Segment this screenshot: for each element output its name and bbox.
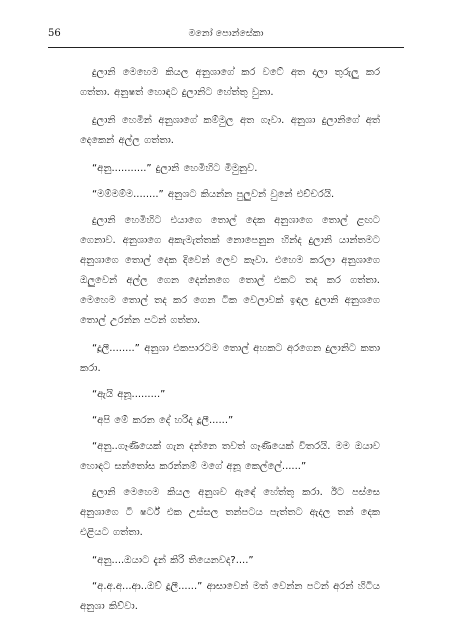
page-header bbox=[48, 27, 404, 43]
page-body bbox=[80, 63, 380, 623]
dialogue-line: “අනු...........” දුලානි හෙමිහිට මිමුනුව. bbox=[92, 163, 258, 174]
paragraph: දුලානි හෙමින් අනුශාගේ කම්මුල අත ගෑවා. අනුශා දුලානිගේ අත් දෙකෙන් අල්ල ගත්තා. bbox=[80, 115, 380, 146]
dialogue-line: “අපි මේ කරන දේ හරිද දූලී......” bbox=[92, 415, 234, 426]
paragraph: දුලානි මෙහෙම කියල අනුශාගේ කර වටේ අත දාලා තුරුලු කර ගත්තා. අනුෂත් හොඳට දුලානිට හේත්තු වුනා. bbox=[80, 67, 380, 98]
paragraph: දුලානි මෙහෙම කියල අනුශව ඇඳේ හේත්තු කරා. ඊට පස්සෙ අනුශාගෙ ටී ෂර්ට් එක උස්සල තන්පටය පැත්තට ඇදල තන් දෙක එළියට ගත්තා. bbox=[80, 487, 380, 538]
page-number: 56 bbox=[48, 28, 61, 39]
dialogue-line: “ඇයි අනූ.........” bbox=[92, 389, 166, 400]
dialogue-line: “අනු..ගෑණියෙක් ගැන දන්නෙ තවත් ගෑණියෙක් විතරයි. මම ඔයාව හොඳට සන්තෝස කරන්නම් මගේ අනූ කෙල්ලේ......” bbox=[80, 441, 380, 472]
running-title: මනෝ පොන්සේකා bbox=[188, 28, 264, 39]
dialogue-line: “මම්මම්ම........” අනුශට කියන්න පුලුවන් වුනේ එච්චරයි. bbox=[92, 189, 335, 200]
dialogue-line: “අනු....ඔයාට දැන් කිරි තියෙනවද?....” bbox=[92, 555, 254, 566]
header-rule bbox=[48, 47, 404, 48]
dialogue-line: “දූලී........” අනුශා එකපාරටම තොල් අහකට අරගෙන දුලානිට කතා කරා. bbox=[80, 343, 380, 374]
dialogue-line: “අ.අ.අ...ආ..ඔව් දූලී......” ආසාවෙන් මත් වෙන්න පටන් අරන් හිටිය අනුශා කිව්වා. bbox=[80, 581, 380, 612]
paragraph: දුලානි හෙමිහිට එයාගෙ තොල් දෙක අනුශාගෙ තොල් ළඟට ගෙනාව. අනුශාගෙ අකැමැත්තක් නොපෙනුන හින්ද දුලානි යාන්තමට අනුශාගෙ තොල් දෙක දිවෙන් ලෙව කෑවා. එහෙම කරලා අනුශාගෙ ඔලුවෙන් අල්ල ගෙන දෙන්නගෙ තොල් එකට තද කර ගත්තා. මෙහෙම තොල් තද කර ගෙන ටික වෙලාවක් ඉඳල දුලානි අනුශගෙ තොල් උරන්න පටන් ගත්තා. bbox=[80, 215, 380, 326]
